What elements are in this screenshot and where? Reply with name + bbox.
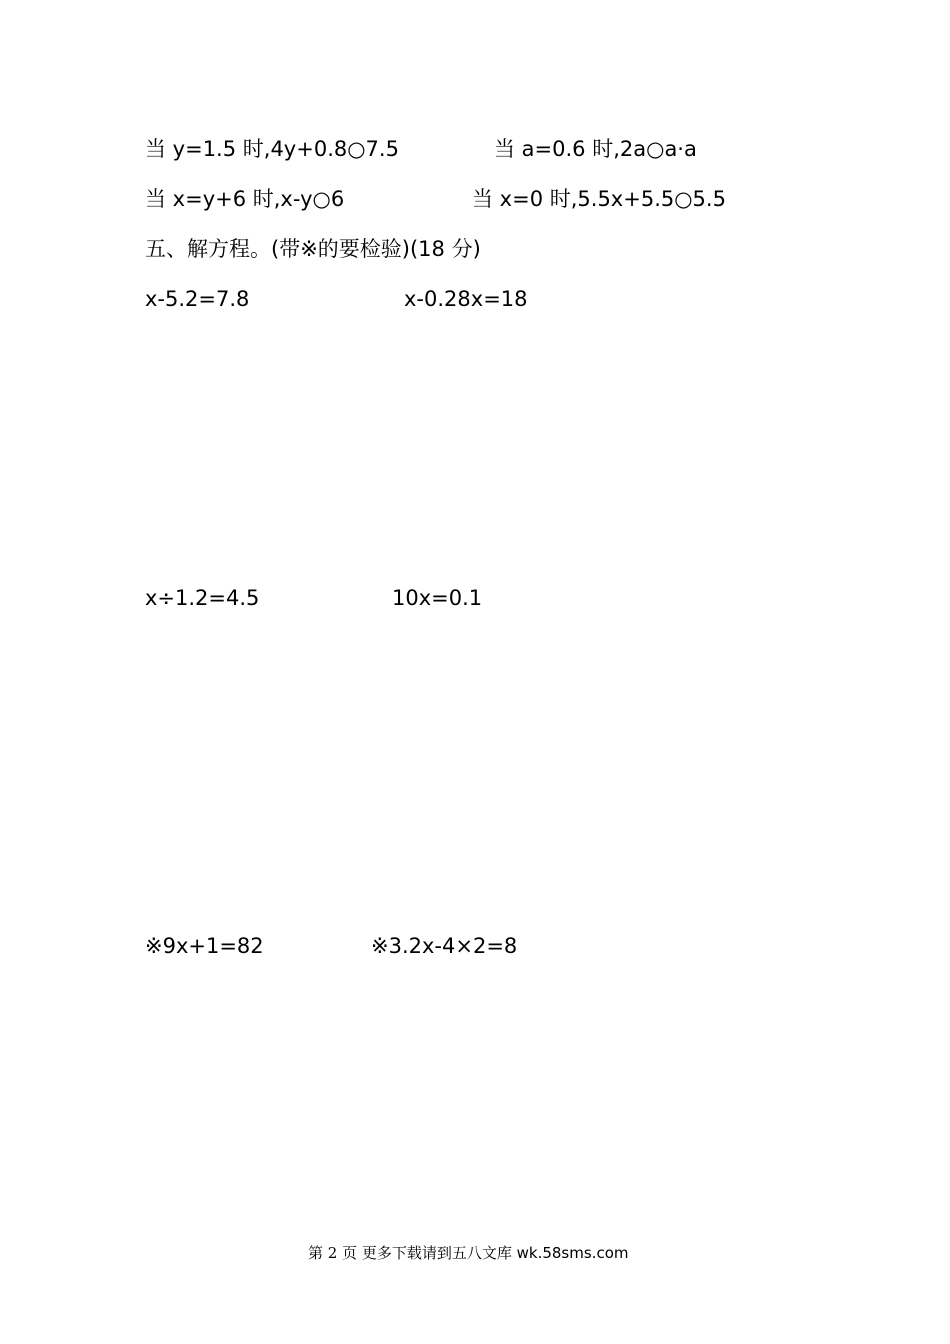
equation-3: x÷1.2=4.5: [145, 586, 260, 610]
compare-item-2: 当 a=0.6 时,2a○a·a: [494, 137, 697, 161]
compare-item-3: 当 x=y+6 时,x-y○6: [145, 187, 345, 211]
footer-page-label: 第 2 页 更多下载请到五八文库: [308, 1244, 517, 1262]
page-footer: [308, 1243, 628, 1263]
equation-6: ※3.2x-4×2=8: [371, 934, 518, 958]
equation-4: 10x=0.1: [392, 586, 483, 610]
equation-2: x-0.28x=18: [404, 287, 528, 311]
section-title: 五、解方程。(带※的要检验)(18 分): [145, 237, 481, 261]
footer-site-link[interactable]: wk.58sms.com: [516, 1244, 629, 1262]
equation-5: ※9x+1=82: [145, 934, 264, 958]
compare-item-4: 当 x=0 时,5.5x+5.5○5.5: [472, 187, 726, 211]
equation-1: x-5.2=7.8: [145, 287, 250, 311]
compare-item-1: 当 y=1.5 时,4y+0.8○7.5: [145, 137, 399, 161]
